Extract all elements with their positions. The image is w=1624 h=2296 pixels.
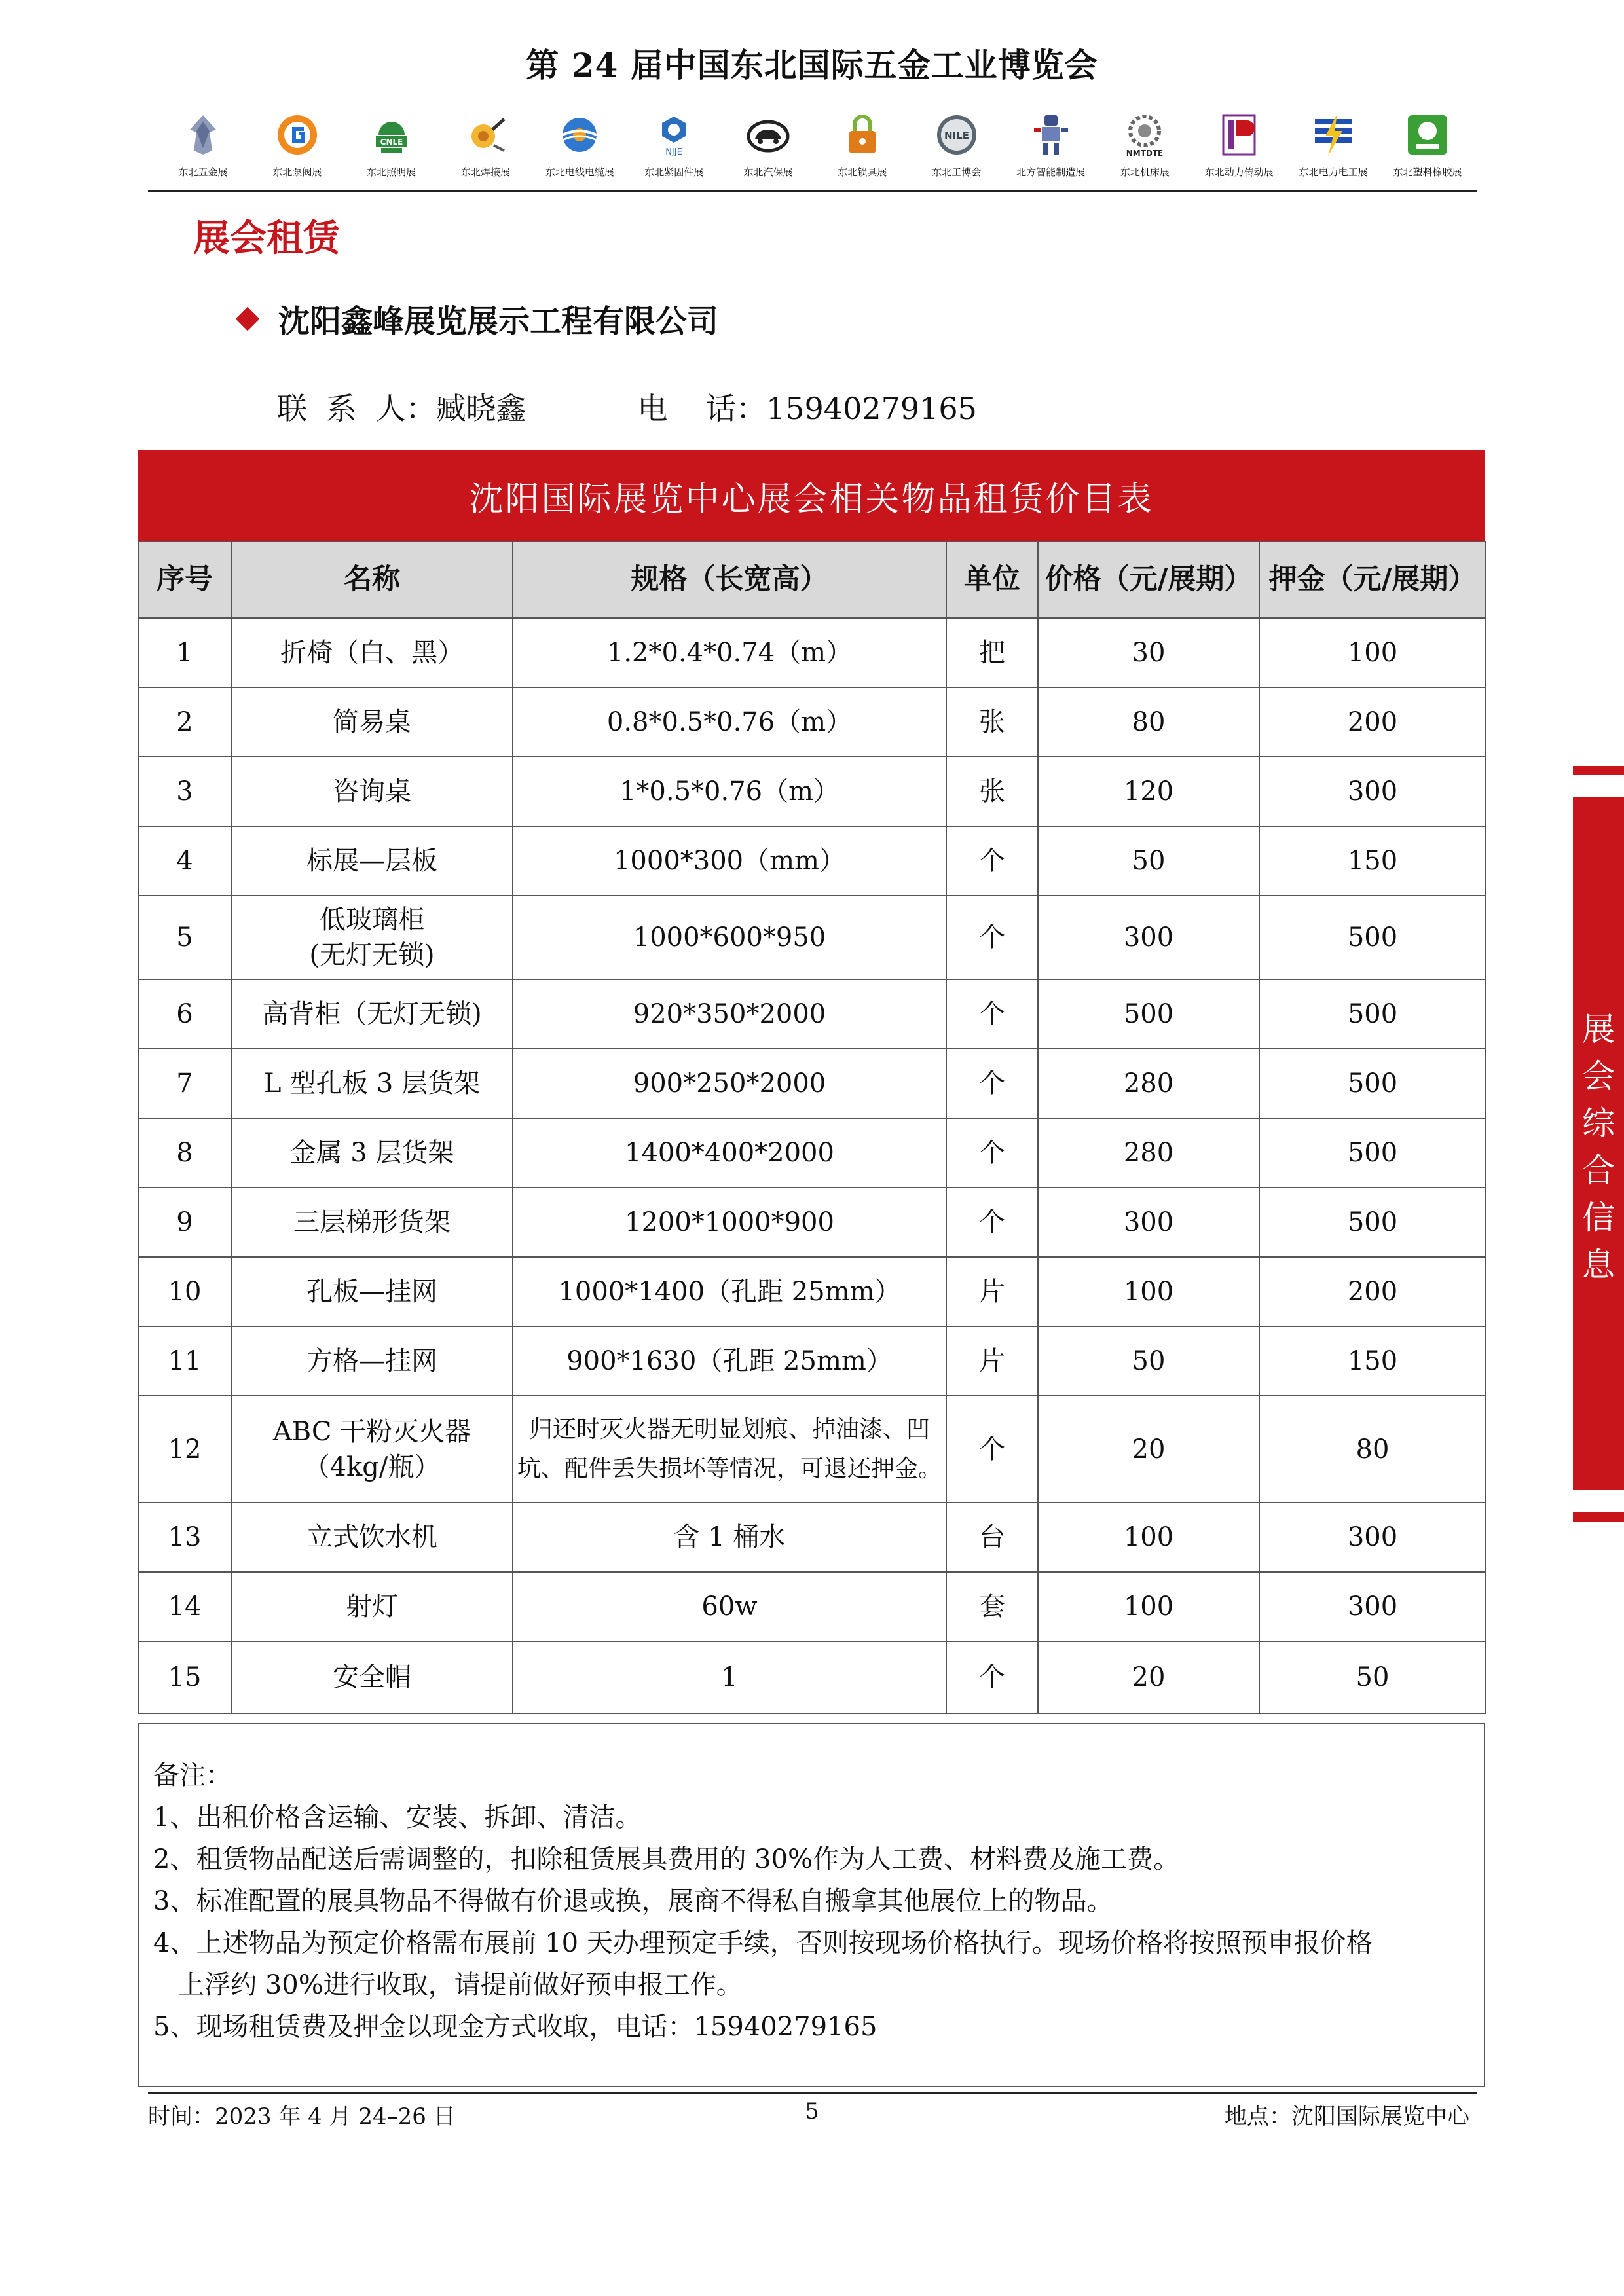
side-tab-char: 综 — [1582, 1104, 1615, 1142]
cell-no: 5 — [138, 896, 231, 979]
cell-unit: 个 — [946, 1049, 1038, 1118]
cell-deposit: 500 — [1259, 896, 1486, 979]
cell-no: 14 — [138, 1572, 231, 1641]
notes-line: 5、现场租赁费及押金以现金方式收取，电话：15940279165 — [153, 2012, 877, 2042]
cell-name: 高背柜（无灯无锁) — [231, 979, 513, 1049]
cell-unit: 片 — [946, 1326, 1038, 1396]
cell-no: 13 — [138, 1503, 231, 1572]
pump-valve-icon — [272, 110, 322, 160]
cell-name: 立式饮水机 — [231, 1503, 513, 1572]
table-row — [138, 1326, 1486, 1396]
cell-no: 8 — [138, 1118, 231, 1188]
cell-spec: 1000*1400（孔距 25mm） — [513, 1257, 946, 1326]
rental-price-table — [138, 450, 1485, 1714]
cell-deposit: 100 — [1259, 618, 1486, 687]
table-row — [138, 1188, 1486, 1257]
exhibition-logos — [157, 110, 1473, 182]
cell-price: 120 — [1038, 757, 1259, 826]
power-transmission-icon — [1214, 110, 1264, 160]
contact-name: 臧晓鑫 — [435, 391, 526, 426]
table-header-row — [138, 541, 1486, 618]
cell-unit: 个 — [946, 1188, 1038, 1257]
logo-fastener — [628, 110, 720, 182]
cell-deposit: 80 — [1259, 1396, 1486, 1503]
notes-line: 1、出租价格含运输、安装、拆卸、清洁。 — [153, 1802, 642, 1832]
industry-fair-icon — [932, 110, 982, 160]
notes-content — [153, 1755, 1373, 2048]
column-header: 序号 — [138, 541, 231, 618]
logo-caption: 东北焊接展 — [461, 166, 511, 178]
logo-caption: 东北电线电缆展 — [545, 166, 614, 178]
machine-tool-icon — [1120, 110, 1170, 160]
logo-caption: 东北锁具展 — [838, 166, 887, 178]
cell-deposit: 500 — [1259, 979, 1486, 1049]
side-tab-bottom-bar — [1573, 1512, 1624, 1522]
cell-spec-line2: 坑、配件丢失损坏等情况，可退还押金。 — [517, 1455, 942, 1482]
cell-spec-line1: 归还时灭火器无明显划痕、掉油漆、凹 — [528, 1416, 930, 1444]
cell-price: 280 — [1038, 1118, 1259, 1188]
cell-name-line1: 低玻璃柜 — [320, 905, 424, 935]
footer-divider — [148, 2092, 1477, 2094]
electric-power-icon — [1308, 110, 1358, 160]
cell-unit: 个 — [946, 1118, 1038, 1188]
cell-spec: 1000*600*950 — [513, 896, 946, 979]
cell-price: 500 — [1038, 979, 1259, 1049]
cell-no: 2 — [138, 687, 231, 757]
cell-price: 20 — [1038, 1641, 1259, 1713]
logo-caption: 东北泵阀展 — [272, 166, 322, 178]
footer-time: 时间：2023 年 4 月 24–26 日 — [148, 2104, 456, 2130]
table-row — [138, 757, 1486, 826]
logo-caption: 东北机床展 — [1120, 166, 1170, 178]
cell-unit: 片 — [946, 1257, 1038, 1326]
logo-robot — [1005, 110, 1097, 182]
side-tab-char: 息 — [1582, 1246, 1615, 1284]
cell-unit: 个 — [946, 1396, 1038, 1503]
cell-name: 孔板—挂网 — [231, 1257, 513, 1326]
cell-name: 三层梯形货架 — [231, 1188, 513, 1257]
footer-location: 地点：沈阳国际展览中心 — [1225, 2104, 1469, 2130]
cell-price: 100 — [1038, 1257, 1259, 1326]
table-row — [138, 1572, 1486, 1641]
notes-line: 4、上述物品为预定价格需布展前 10 天办理预定手续，否则按现场价格执行。现场价格将按照预申报价格 — [153, 1928, 1373, 1958]
cell-price: 280 — [1038, 1049, 1259, 1118]
table-title: 沈阳国际展览中心展会相关物品租赁价目表 — [138, 450, 1485, 541]
logo-caption: 东北五金展 — [178, 166, 228, 178]
logo-industry-fair — [911, 110, 1003, 182]
cell-no: 3 — [138, 757, 231, 826]
logo-plastic-rubber — [1382, 110, 1473, 182]
lighting-icon — [367, 110, 416, 160]
logo-pump-valve — [251, 110, 343, 182]
cell-deposit: 50 — [1259, 1641, 1486, 1713]
cell-name: 简易桌 — [231, 687, 513, 757]
table-row — [138, 1118, 1486, 1188]
cell-name — [231, 896, 513, 979]
cell-price: 300 — [1038, 896, 1259, 979]
cell-deposit: 200 — [1259, 1257, 1486, 1326]
cell-spec: 含 1 桶水 — [513, 1503, 946, 1572]
cell-spec: 60w — [513, 1572, 946, 1641]
diamond-bullet-icon — [236, 306, 260, 331]
cell-deposit: 300 — [1259, 1503, 1486, 1572]
table-row — [138, 896, 1486, 979]
welding-icon — [461, 110, 511, 160]
logo-electric-power — [1287, 110, 1379, 182]
notes-line: 3、标准配置的展具物品不得做有价退或换，展商不得私自搬拿其他展位上的物品。 — [153, 1886, 1113, 1916]
svg-text:CNLE: CNLE — [380, 137, 403, 147]
contact-line — [277, 385, 977, 428]
cell-deposit: 150 — [1259, 826, 1486, 896]
logo-caption: 东北汽保展 — [743, 166, 793, 178]
cell-no: 10 — [138, 1257, 231, 1326]
cell-price: 100 — [1038, 1503, 1259, 1572]
side-tab-char: 会 — [1582, 1057, 1615, 1095]
cell-name: 金属 3 层货架 — [231, 1118, 513, 1188]
svg-text:NILE: NILE — [944, 130, 969, 141]
cell-name-line1: ABC 干粉灭火器 — [272, 1416, 471, 1447]
logo-caption: 东北照明展 — [367, 166, 416, 178]
table-row — [138, 1049, 1486, 1118]
side-tab-char: 信 — [1582, 1199, 1615, 1237]
cell-name: 安全帽 — [231, 1641, 513, 1713]
cell-spec: 900*1630（孔距 25mm） — [513, 1326, 946, 1396]
plastic-rubber-icon — [1403, 110, 1452, 160]
logo-welding — [440, 110, 532, 182]
side-tab — [1573, 797, 1624, 1490]
notes-line: 上浮约 30%进行收取，请提前做好预申报工作。 — [153, 1970, 743, 2000]
five-metal-icon — [178, 110, 228, 160]
cell-deposit: 500 — [1259, 1049, 1486, 1118]
cell-name-line2: (无灯无锁) — [309, 940, 435, 970]
table-row — [138, 1396, 1486, 1503]
company-heading — [239, 296, 718, 341]
cell-spec: 900*250*2000 — [513, 1049, 946, 1118]
cell-name: 射灯 — [231, 1572, 513, 1641]
cell-spec: 1 — [513, 1641, 946, 1713]
logo-caption: 东北工博会 — [932, 166, 982, 178]
side-tab-top-bar — [1573, 766, 1624, 775]
cell-spec: 1*0.5*0.76（m） — [513, 757, 946, 826]
phone-number: 15940279165 — [766, 391, 977, 426]
cell-unit: 套 — [946, 1572, 1038, 1641]
side-tab-char: 展 — [1582, 1010, 1615, 1048]
column-header: 名称 — [231, 541, 513, 618]
side-tab-char: 合 — [1582, 1152, 1615, 1190]
table-row — [138, 1641, 1486, 1713]
car-care-icon — [743, 110, 793, 160]
robot-icon — [1026, 110, 1076, 160]
logo-car-care — [722, 110, 814, 182]
cell-no: 9 — [138, 1188, 231, 1257]
logo-lock — [817, 110, 908, 182]
table-row — [138, 618, 1486, 687]
cell-price: 50 — [1038, 826, 1259, 896]
cell-name — [231, 1396, 513, 1503]
logo-caption: 北方智能制造展 — [1016, 166, 1086, 178]
cell-unit: 张 — [946, 757, 1038, 826]
cell-spec — [513, 1396, 946, 1503]
table-row — [138, 979, 1486, 1049]
cell-unit: 个 — [946, 826, 1038, 896]
cell-name: L 型孔板 3 层货架 — [231, 1049, 513, 1118]
cell-deposit: 500 — [1259, 1118, 1486, 1188]
notes-line: 2、租赁物品配送后需调整的，扣除租赁展具费用的 30%作为人工费、材料费及施工费。 — [153, 1844, 1180, 1874]
logo-caption: 东北塑料橡胶展 — [1393, 166, 1462, 178]
cell-unit: 个 — [946, 1641, 1038, 1713]
svg-text:NJJE: NJJE — [665, 147, 683, 157]
contact-label: 联 系 人： — [277, 391, 436, 426]
svg-text:NMTDTE: NMTDTE — [1126, 149, 1164, 158]
cell-unit: 个 — [946, 979, 1038, 1049]
notes-box — [138, 1723, 1485, 2087]
company-name: 沈阳鑫峰展览展示工程有限公司 — [278, 303, 719, 340]
cell-deposit: 300 — [1259, 757, 1486, 826]
cell-unit: 张 — [946, 687, 1038, 757]
cell-name: 方格—挂网 — [231, 1326, 513, 1396]
logo-lighting — [346, 110, 437, 182]
logo-caption: 东北动力传动展 — [1204, 166, 1274, 178]
cell-spec: 1.2*0.4*0.74（m） — [513, 618, 946, 687]
cell-price: 300 — [1038, 1188, 1259, 1257]
side-tab-label — [1573, 1006, 1624, 1288]
cell-no: 12 — [138, 1396, 231, 1503]
cell-name-line2: （4kg/瓶） — [303, 1451, 441, 1482]
cell-spec: 1000*300（mm） — [513, 826, 946, 896]
cell-deposit: 150 — [1259, 1326, 1486, 1396]
cable-icon — [555, 110, 604, 160]
cell-name: 折椅（白、黑） — [231, 618, 513, 687]
logo-cable — [534, 110, 625, 182]
cell-deposit: 300 — [1259, 1572, 1486, 1641]
cell-unit: 台 — [946, 1503, 1038, 1572]
logo-caption: 东北紧固件展 — [644, 166, 704, 178]
price-table — [138, 541, 1486, 1714]
document-title: 第 24 届中国东北国际五金工业博览会 — [526, 46, 1098, 84]
cell-price: 100 — [1038, 1572, 1259, 1641]
column-header: 押金（元/展期） — [1259, 541, 1486, 618]
cell-deposit: 500 — [1259, 1188, 1486, 1257]
section-title: 展会租赁 — [193, 217, 340, 260]
cell-no: 4 — [138, 826, 231, 896]
cell-spec: 1200*1000*900 — [513, 1188, 946, 1257]
cell-price: 50 — [1038, 1326, 1259, 1396]
logo-machine-tool — [1099, 110, 1190, 182]
cell-unit: 把 — [946, 618, 1038, 687]
table-row — [138, 826, 1486, 896]
cell-no: 1 — [138, 618, 231, 687]
cell-spec: 0.8*0.5*0.76（m） — [513, 687, 946, 757]
lock-icon — [838, 110, 887, 160]
cell-spec: 920*350*2000 — [513, 979, 946, 1049]
page-number: 5 — [805, 2098, 819, 2124]
cell-no: 15 — [138, 1641, 231, 1713]
logo-power-transmission — [1193, 110, 1285, 182]
table-row — [138, 1503, 1486, 1572]
cell-price: 30 — [1038, 618, 1259, 687]
table-row — [138, 1257, 1486, 1326]
table-row — [138, 687, 1486, 757]
cell-no: 11 — [138, 1326, 231, 1396]
column-header: 价格（元/展期） — [1038, 541, 1259, 618]
cell-no: 6 — [138, 979, 231, 1049]
logo-five-metal — [157, 110, 249, 182]
fastener-icon — [649, 110, 699, 160]
logo-caption: 东北电力电工展 — [1299, 166, 1368, 178]
phone-label: 电 话： — [637, 391, 766, 426]
header-divider — [148, 190, 1477, 192]
cell-name: 标展—层板 — [231, 826, 513, 896]
cell-price: 20 — [1038, 1396, 1259, 1503]
cell-spec: 1400*400*2000 — [513, 1118, 946, 1188]
cell-deposit: 200 — [1259, 687, 1486, 757]
cell-price: 80 — [1038, 687, 1259, 757]
cell-name: 咨询桌 — [231, 757, 513, 826]
column-header: 单位 — [946, 541, 1038, 618]
cell-no: 7 — [138, 1049, 231, 1118]
cell-unit: 个 — [946, 896, 1038, 979]
notes-heading: 备注： — [153, 1760, 232, 1791]
column-header: 规格（长宽高） — [513, 541, 946, 618]
